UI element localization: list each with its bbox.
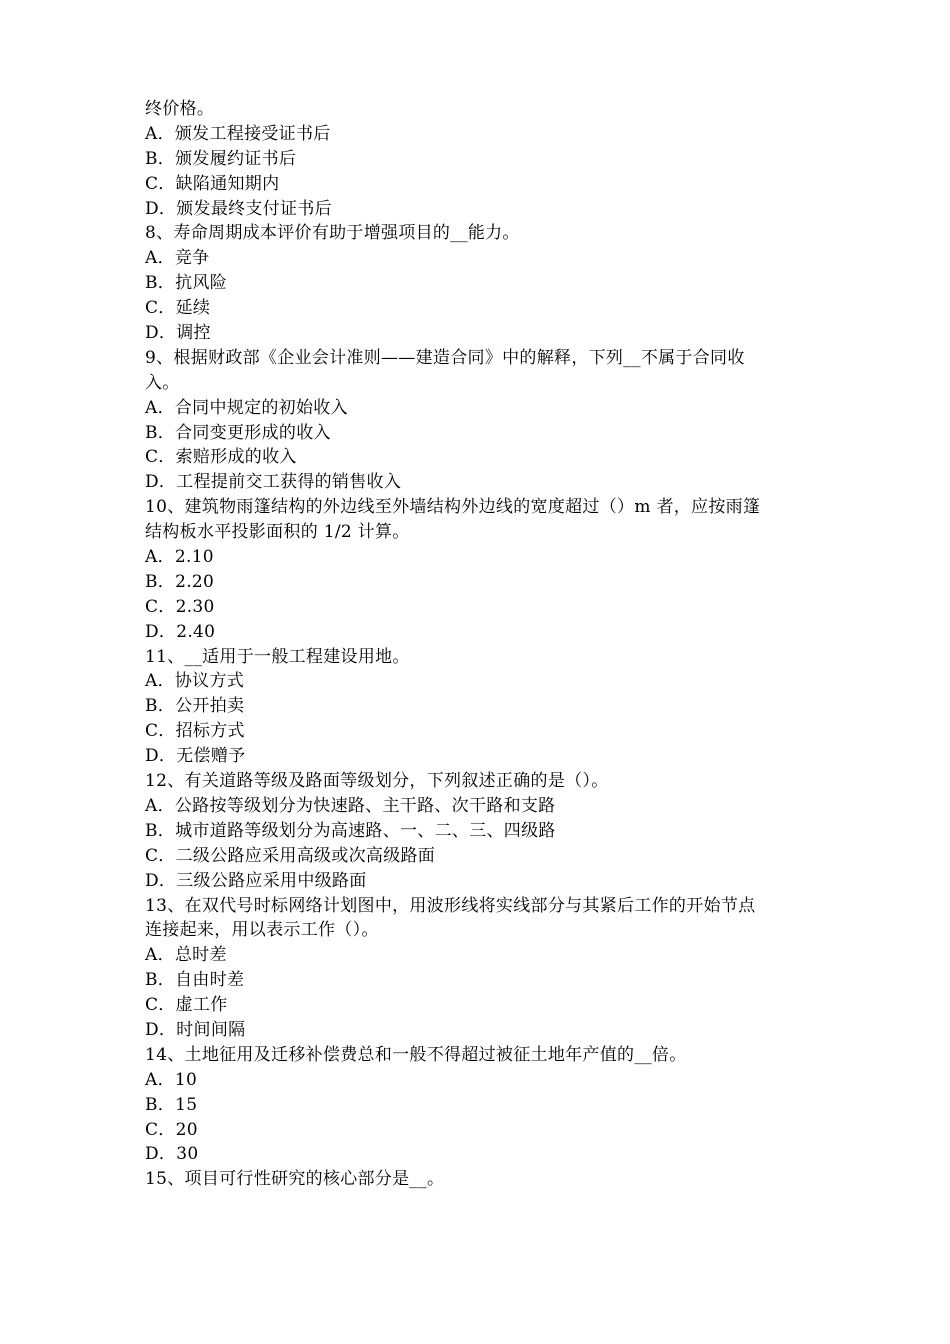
option-c: C．虚工作: [145, 995, 228, 1016]
option-c: C．二级公路应采用高级或次高级路面: [145, 845, 436, 866]
option-d: D．无偿赠予: [145, 746, 246, 767]
option-d: D．三级公路应采用中级路面: [145, 870, 367, 891]
option-a: A．颁发工程接受证书后: [145, 123, 331, 144]
option-b: B．公开拍卖: [145, 696, 245, 717]
option-a: A．总时差: [145, 945, 227, 966]
option-d: D．工程提前交工获得的销售收入: [145, 472, 402, 493]
option-d: D．调控: [145, 323, 211, 344]
option-b: B．自由时差: [145, 970, 245, 991]
option-a: A．合同中规定的初始收入: [145, 397, 348, 418]
question-13-cont: 连接起来，用以表示工作（）。: [145, 920, 379, 941]
option-c: C．20: [145, 1119, 198, 1140]
option-d: D．颁发最终支付证书后: [145, 198, 332, 219]
option-a: A．10: [145, 1069, 198, 1090]
question-12: 12、有关道路等级及路面等级划分，下列叙述正确的是（）。: [145, 771, 609, 792]
option-b: B．15: [145, 1094, 198, 1115]
option-b: B．2.20: [145, 571, 215, 592]
option-b: B．颁发履约证书后: [145, 148, 297, 169]
option-c: C．缺陷通知期内: [145, 173, 280, 194]
question-13: 13、在双代号时标网络计划图中，用波形线将实线部分与其紧后工作的开始节点: [145, 895, 756, 916]
document-body: [145, 97, 815, 1192]
question-14: 14、土地征用及迁移补偿费总和一般不得超过被征土地年产值的__倍。: [145, 1044, 687, 1065]
option-c: C．延续: [145, 298, 211, 319]
question-10: 10、建筑物雨篷结构的外边线至外墙结构外边线的宽度超过（）m 者，应按雨篷: [145, 497, 761, 518]
option-c: C．2.30: [145, 596, 215, 617]
option-a: A．竞争: [145, 248, 210, 269]
option-a: A．协议方式: [145, 671, 245, 692]
option-a: A．2.10: [145, 547, 214, 568]
option-d: D．时间间隔: [145, 1019, 246, 1040]
option-a: A．公路按等级划分为快速路、主干路、次干路和支路: [145, 795, 556, 816]
option-b: B．抗风险: [145, 273, 227, 294]
question-9-cont: 入。: [145, 372, 180, 393]
option-b: B．合同变更形成的收入: [145, 422, 331, 443]
option-b: B．城市道路等级划分为高速路、一、二、三、四级路: [145, 820, 556, 841]
question-11: 11、__适用于一般工程建设用地。: [145, 646, 410, 667]
option-c: C．索赔形成的收入: [145, 447, 297, 468]
option-d: D．2.40: [145, 621, 216, 642]
option-d: D．30: [145, 1144, 199, 1165]
text-line: 终价格。: [145, 99, 215, 119]
question-9: 9、根据财政部《企业会计准则——建造合同》中的解释，下列__不属于合同收: [145, 347, 745, 368]
question-8: 8、寿命周期成本评价有助于增强项目的__能力。: [145, 223, 520, 244]
question-10-cont: 结构板水平投影面积的 1/2 计算。: [145, 522, 410, 543]
question-15: 15、项目可行性研究的核心部分是__。: [145, 1169, 445, 1190]
option-c: C．招标方式: [145, 721, 245, 742]
